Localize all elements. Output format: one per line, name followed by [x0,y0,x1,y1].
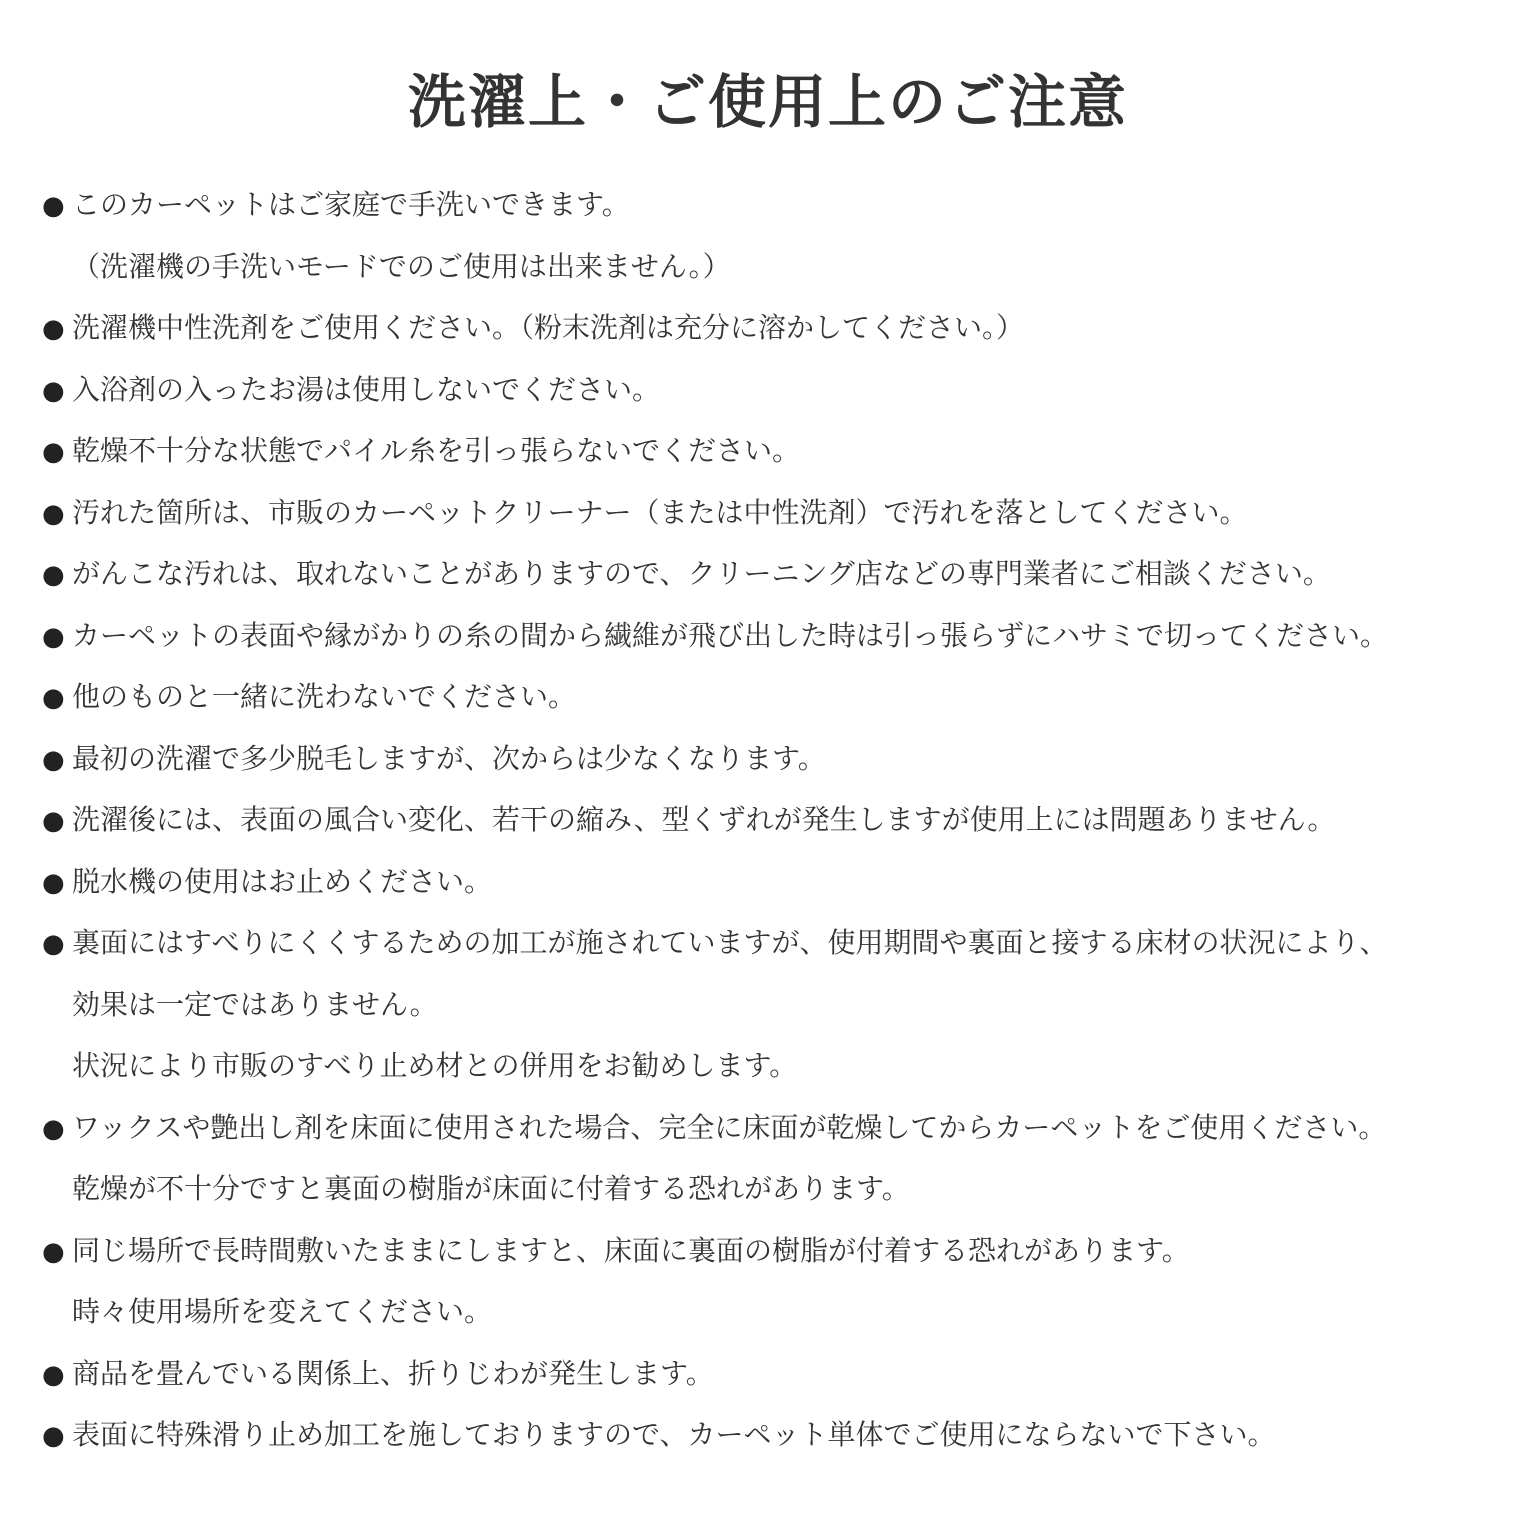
note-continuation [42,1281,1522,1343]
bullet-icon: ● [42,498,65,529]
bullet-icon: ● [42,314,65,344]
note-text: （洗濯機の手洗いモードでのご使用は出来ません。） [72,249,731,283]
note-line [42,1343,1522,1405]
note-text: がんこな汚れは、取れないことがありますので、クリーニング店などの専門業者にご相談ください。 [72,557,1331,590]
bullet-icon: ● [42,1421,65,1451]
note-text: カーペットの表面や縁がかりの糸の間から繊維が飛び出した時は引っ張らずにハサミで切ってください。 [72,618,1389,652]
note-line [42,851,1522,913]
note-continuation [42,236,1522,298]
note-line [42,1404,1522,1466]
bullet-icon: ● [42,375,65,406]
bullet-icon: ● [42,1236,65,1267]
notes-list [42,174,1522,1466]
bullet-icon: ● [42,806,65,836]
note-line [42,482,1522,544]
bullet-icon: ● [42,1359,65,1390]
note-text: 裏面にはすべりにくくするための加工が施されていますが、使用期間や裏面と接する床材の状況により、 [72,926,1388,959]
note-text: このカーペットはご家庭で手洗いできます。 [72,188,630,221]
note-line [42,728,1522,790]
note-line [42,789,1522,851]
note-text: 商品を畳んでいる関係上、折りじわが発生します。 [72,1356,714,1390]
note-text: 洗濯機中性洗剤をご使用ください。（粉末洗剤は充分に溶かしてください。） [72,311,1025,344]
note-text: 最初の洗濯で多少脱毛しますが、次からは少なくなります。 [72,741,826,775]
bullet-icon: ● [42,929,65,959]
bullet-icon: ● [42,867,65,898]
note-line [42,912,1522,974]
note-line [42,605,1522,667]
note-text: 汚れた箇所は、市販のカーペットクリーナー（または中性洗剤）で汚れを落としてください。 [72,495,1248,529]
bullet-icon: ● [42,191,65,221]
note-line [42,666,1522,728]
note-text: 効果は一定ではありません。 [72,987,438,1021]
note-text: ワックスや艶出し剤を床面に使用された場合、完全に床面が乾燥してからカーペットをご使用ください。 [72,1110,1387,1144]
note-text: 同じ場所で長時間敷いたままにしますと、床面に裏面の樹脂が付着する恐れがあります。 [72,1233,1190,1267]
note-text: 乾燥が不十分ですと裏面の樹脂が床面に付着する恐れがあります。 [72,1172,910,1205]
bullet-icon: ● [42,744,65,775]
bullet-icon: ● [42,683,65,713]
note-line [42,420,1522,482]
note-line [42,1097,1522,1159]
bullet-icon: ● [42,437,65,467]
note-text: 入浴剤の入ったお湯は使用しないでください。 [72,372,661,406]
note-line [42,297,1522,359]
note-line [42,174,1522,236]
note-text: 他のものと一緒に洗わないでください。 [72,680,577,713]
note-line [42,359,1522,421]
note-text: 乾燥不十分な状態でパイル糸を引っ張らないでください。 [72,434,801,467]
note-text: 時々使用場所を変えてください。 [72,1295,493,1328]
bullet-icon: ● [42,560,65,590]
note-continuation [42,1158,1522,1220]
note-line [42,1220,1522,1282]
note-text: 洗濯後には、表面の風合い変化、若干の縮み、型くずれが発生しますが使用上には問題ありません。 [72,803,1336,836]
page-title: 洗濯上・ご使用上のご注意 [407,68,1128,136]
bullet-icon: ● [42,621,65,652]
note-continuation [42,974,1522,1036]
bullet-icon: ● [42,1113,65,1144]
note-continuation [42,1035,1522,1097]
note-text: 脱水機の使用はお止めください。 [72,864,493,898]
note-text: 状況により市販のすべり止め材との併用をお勧めします。 [72,1049,798,1082]
note-text: 表面に特殊滑り止め加工を施しておりますので、カーペット単体でご使用にならないで下さい。 [72,1418,1276,1451]
note-line [42,543,1522,605]
